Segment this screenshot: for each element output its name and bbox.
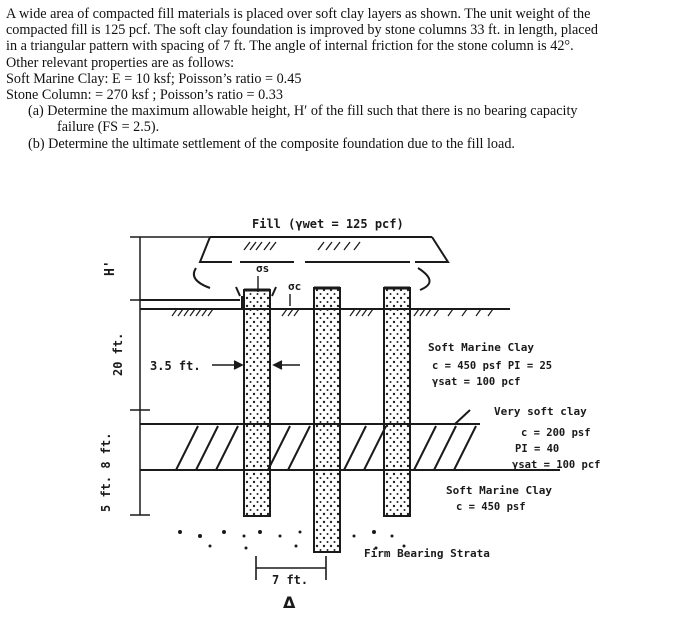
problem-line-3: in a triangular pattern with spacing of 7 ft. The angle of internal friction for the stone column is 42°.: [6, 38, 574, 55]
spacing-label: 7 ft.: [272, 573, 309, 587]
layer1-props1: c = 450 psf PI = 25: [432, 360, 553, 372]
h-dimension: [130, 237, 210, 515]
soil-profile-figure: [0, 190, 700, 626]
sigma-s-label: σs: [256, 262, 270, 275]
layer3-name: Soft Marine Clay: [446, 484, 552, 497]
layer2-pi: PI = 40: [515, 443, 560, 455]
fill-label: Fill (γwet = 125 pcf): [252, 217, 404, 231]
triangle-symbol: Δ: [283, 593, 296, 612]
sigma-c-label: σc: [288, 280, 302, 293]
part-a-line-1: (a) Determine the maximum allowable height, H′ of the fill such that there is no bearing capacity: [28, 103, 578, 120]
stone-column-left: [236, 287, 276, 516]
layer2-name: Very soft clay: [494, 405, 587, 418]
layer2-c: c = 200 psf: [521, 427, 591, 439]
problem-line-4: Other relevant properties are as follows:: [6, 54, 235, 71]
fill-hatch: [244, 242, 360, 250]
fill-embankment: [194, 237, 448, 290]
part-a-line-2: failure (FS = 2.5).: [57, 119, 160, 136]
layer2-thickness: 5 ft. 8 ft.: [99, 432, 113, 512]
layer2-gamma: γsat = 100 pcf: [512, 459, 601, 471]
problem-line-5: Soft Marine Clay: E = 10 ksf; Poisson’s ratio = 0.45: [6, 70, 302, 87]
bearing-strata-label: Firm Bearing Strata: [364, 547, 490, 560]
problem-line-2: compacted fill is 125 pcf. The soft clay foundation is improved by stone columns 33 ft. in length, placed: [6, 22, 598, 39]
layer1-name: Soft Marine Clay: [428, 341, 534, 354]
stone-column-right: [384, 288, 410, 516]
layer1-props2: γsat = 100 pcf: [432, 376, 521, 388]
problem-line-6: Stone Column: = 270 ksf ; Poisson’s ratio = 0.33: [6, 87, 283, 104]
problem-text: [6, 6, 694, 152]
column-diameter: 3.5 ft.: [150, 359, 201, 373]
stone-column-center: [314, 288, 340, 552]
layer3-c: c = 450 psf: [456, 501, 526, 513]
very-soft-clay-boundaries: [140, 410, 560, 470]
h-label: H': [103, 260, 118, 276]
layer1-thickness: 20 ft.: [111, 332, 125, 376]
problem-line-1: A wide area of compacted fill materials is placed over soft clay layers as shown. The unit weight of the: [6, 6, 591, 22]
part-b: (b) Determine the ultimate settlement of the composite foundation due to the fill load.: [28, 135, 515, 152]
